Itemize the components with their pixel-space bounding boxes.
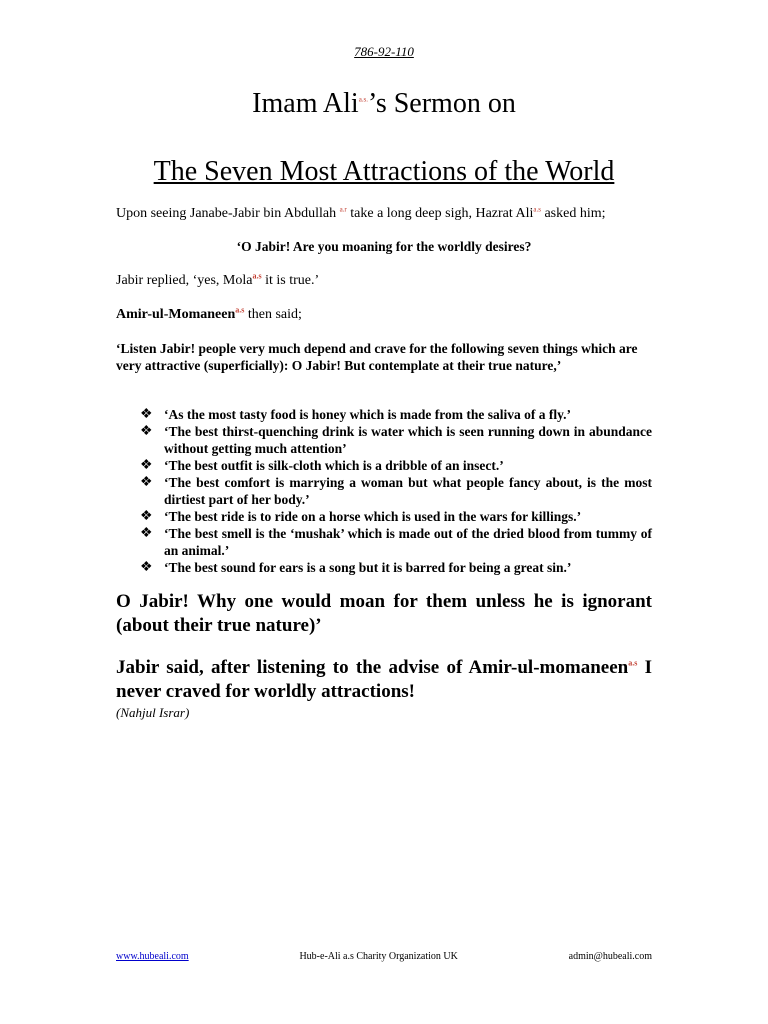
- diamond-bullet-icon: ❖: [140, 458, 153, 473]
- title-line-2: The Seven Most Attractions of the World: [153, 156, 615, 187]
- diamond-bullet-icon: ❖: [140, 509, 153, 524]
- title-line-1: [0, 88, 768, 120]
- list-item-text: ‘As the most tasty food is honey which is made from the saliva of a fly.’: [164, 407, 571, 422]
- list-item-text: ‘The best sound for ears is a song but it is barred for being a great sin.’: [164, 560, 572, 575]
- diamond-bullet-icon: ❖: [140, 526, 153, 541]
- list-item-text: ‘The best thirst-quenching drink is water which is seen running down in abundance without getting much attention’: [164, 424, 652, 456]
- list-item: [140, 559, 652, 576]
- amir-honorific: a.s: [235, 305, 245, 315]
- source-citation: (Nahjul Israr): [116, 705, 190, 720]
- title-suffix: ’s Sermon on: [368, 88, 516, 119]
- intro-honorific-2: a.s: [533, 205, 541, 214]
- why-paragraph: O Jabir! Why one would moan for them unless he is ignorant (about their true nature)’: [116, 591, 652, 636]
- intro-paragraph: [116, 205, 652, 222]
- list-item-text: ‘The best smell is the ‘mushak’ which is made out of the dried blood from tummy of an animal.’: [164, 526, 652, 558]
- diamond-bullet-icon: ❖: [140, 560, 153, 575]
- intro-text-c: asked him;: [544, 206, 606, 221]
- list-item: [140, 406, 652, 423]
- list-item-text: ‘The best ride is to ride on a horse which is used in the wars for killings.’: [164, 509, 582, 524]
- jabir-reply: [116, 272, 652, 289]
- list-item: [140, 508, 652, 525]
- list-item: [140, 423, 652, 457]
- page-footer: [116, 951, 652, 962]
- intro-text-b: take a long deep sigh, Hazrat Ali: [350, 206, 534, 221]
- title-honorific: a.s.: [358, 95, 369, 104]
- website-link[interactable]: www.hubeali.com: [116, 951, 189, 962]
- list-item: [140, 525, 652, 559]
- list-item-text: ‘The best comfort is marrying a woman but what people fancy about, is the most dirtiest part of her body.’: [164, 475, 652, 507]
- list-item: [140, 474, 652, 508]
- document-code: 786-92-110: [354, 44, 414, 59]
- attractions-list: [140, 406, 652, 576]
- title-name: Imam Ali: [252, 88, 359, 119]
- closing-honorific: a.s: [628, 658, 638, 668]
- amir-text: then said;: [247, 307, 302, 322]
- intro-text-a: Upon seeing Janabe-Jabir bin Abdullah: [116, 206, 337, 221]
- question-line: ‘O Jabir! Are you moaning for the worldly desires?: [236, 239, 532, 254]
- closing-text-a: Jabir said, after listening to the advise of Amir-ul-momaneen: [116, 657, 629, 678]
- amir-name: Amir-ul-Momaneen: [116, 307, 236, 322]
- jabir-text-a: Jabir replied, ‘yes, Mola: [116, 273, 253, 288]
- diamond-bullet-icon: ❖: [140, 475, 153, 490]
- closing-paragraph: [116, 656, 652, 704]
- listen-paragraph: ‘Listen Jabir! people very much depend and crave for the following seven things which are very attractive (superficially): O Jabir! But contemplate at their true nature,’: [116, 341, 638, 373]
- list-item-text: ‘The best outfit is silk-cloth which is a dribble of an insect.’: [164, 458, 504, 473]
- list-item: [140, 457, 652, 474]
- jabir-honorific: a.s: [252, 271, 262, 281]
- contact-email: admin@hubeali.com: [568, 951, 652, 962]
- closing-text-b: I never craved for worldly attractions!: [116, 657, 653, 702]
- diamond-bullet-icon: ❖: [140, 407, 153, 422]
- jabir-text-b: it is true.’: [265, 273, 320, 288]
- intro-honorific-1: a.r: [339, 205, 347, 214]
- diamond-bullet-icon: ❖: [140, 424, 153, 439]
- amir-line: [116, 306, 652, 323]
- organization-name: Hub-e-Ali a.s Charity Organization UK: [299, 951, 458, 962]
